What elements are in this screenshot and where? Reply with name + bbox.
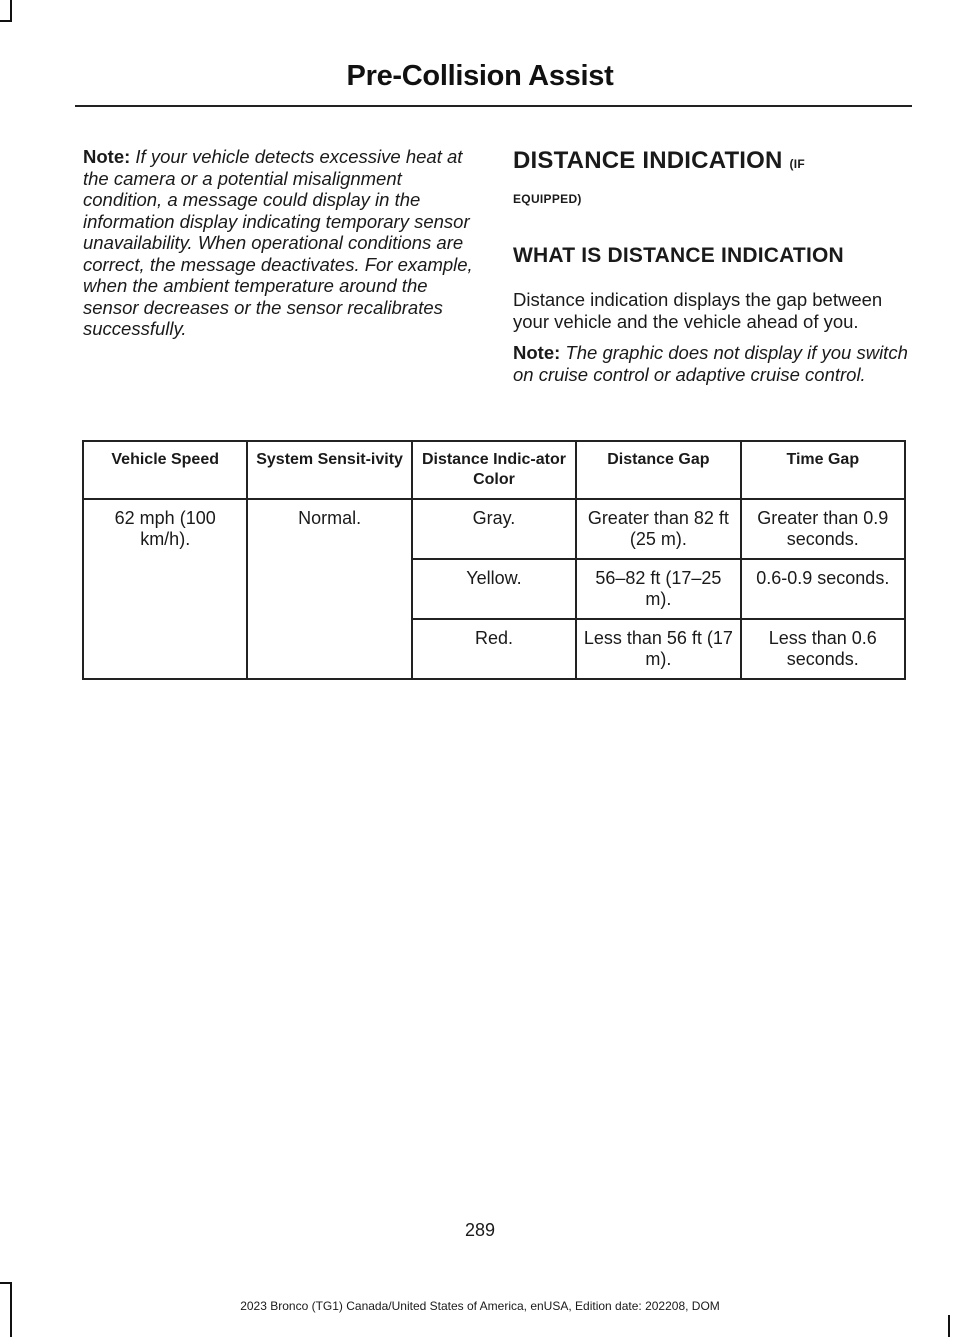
subheading: WHAT IS DISTANCE INDICATION	[513, 244, 844, 267]
page-title: Pre-Collision Assist	[346, 60, 614, 92]
header-vehicle-speed: Vehicle Speed	[83, 441, 247, 499]
right-column	[513, 146, 908, 385]
section-heading-text: DISTANCE INDICATION	[513, 147, 783, 174]
table-row	[83, 499, 905, 559]
crop-mark	[10, 0, 12, 22]
section-note	[513, 342, 908, 385]
left-note	[83, 146, 478, 340]
crop-mark	[0, 20, 12, 22]
cell-color: Red.	[412, 619, 576, 679]
section-heading-suffix-2: EQUIPPED)	[513, 192, 582, 206]
section-heading	[513, 146, 908, 207]
note-text: The graphic does not display if you switch on cruise control or adaptive cruise control.	[513, 342, 908, 385]
section-paragraph: Distance indication displays the gap between your vehicle and the vehicle ahead of you.	[513, 289, 883, 332]
header-system-sensitivity: System Sensit-ivity	[247, 441, 411, 499]
cell-vehicle-speed: 62 mph (100 km/h).	[83, 499, 247, 679]
header-time-gap: Time Gap	[741, 441, 905, 499]
cell-color: Yellow.	[412, 559, 576, 619]
note-label: Note:	[83, 146, 131, 167]
cell-time: 0.6-0.9 seconds.	[741, 559, 905, 619]
cell-color: Gray.	[412, 499, 576, 559]
cell-time: Greater than 0.9 seconds.	[741, 499, 905, 559]
header-distance-gap: Distance Gap	[576, 441, 740, 499]
table-header-row	[83, 441, 905, 499]
section-heading-suffix: (IF	[789, 157, 806, 171]
header-divider	[75, 105, 912, 107]
cell-sensitivity: Normal.	[247, 499, 411, 679]
page-number: 289	[464, 1220, 496, 1240]
cell-time: Less than 0.6 seconds.	[741, 619, 905, 679]
note-text: If your vehicle detects excessive heat at the camera or a potential misalignment condition, a message could display in the information display indicating temporary sensor unavailability. When operational conditions are correct, the message deactivates. For example, when the ambient temperature around the sensor decreases or the sensor recalibrates successfully.	[83, 146, 473, 339]
crop-mark	[948, 1315, 950, 1337]
distance-table	[82, 440, 906, 680]
crop-mark	[0, 1282, 12, 1284]
cell-distance: 56–82 ft (17–25 m).	[576, 559, 740, 619]
cell-distance: Greater than 82 ft (25 m).	[576, 499, 740, 559]
left-column	[83, 146, 478, 340]
edition-footer: 2023 Bronco (TG1) Canada/United States of America, enUSA, Edition date: 202208, DOM	[240, 1299, 720, 1313]
note-label: Note:	[513, 342, 561, 363]
cell-distance: Less than 56 ft (17 m).	[576, 619, 740, 679]
header-indicator-color: Distance Indic-ator Color	[412, 441, 576, 499]
